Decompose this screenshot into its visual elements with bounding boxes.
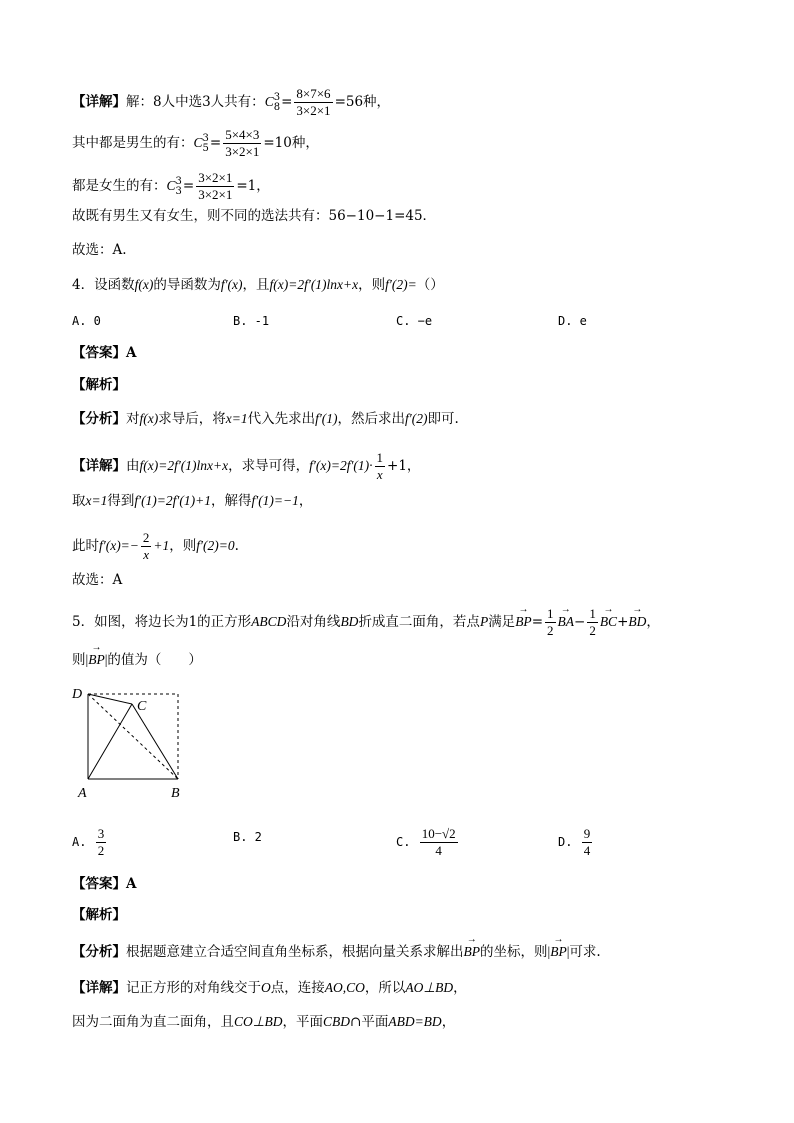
- q5-option-d: D. $\frac{9}{4}$: [558, 826, 591, 858]
- edge-cb: [132, 704, 178, 779]
- detail-line-5: 故选：A.: [72, 242, 127, 258]
- text: 解：8人中选3人共有：: [126, 94, 265, 110]
- fraction: $\frac{3\times 2\times 1}{3\times 2\times 1}$: [198, 170, 233, 202]
- q5-stem-2: 则|→ BP|的值为（ ）: [72, 650, 202, 670]
- q4-analysis: 【分析】对f(x)求导后，将x=1代入先求出f′(1)，然后求出f′(2)即可.: [72, 411, 459, 427]
- q5-answer: 【答案】A: [72, 876, 137, 892]
- dash-db: [88, 694, 178, 779]
- detail-line-2: 其中都是男生的有：C3 5= $\frac{5\times 4\times 3}{3\times 2\times 1}$ =10种，: [72, 127, 319, 159]
- q5-option-b: B. 2: [233, 830, 262, 844]
- fraction: $\frac{8\times 7\times 6}{3\times 2\times 1}$: [296, 86, 331, 118]
- detail-line-3: 都是女生的有：C3 3= $\frac{3\times 2\times 1}{3\times 2\times 1}$ =1，: [72, 170, 270, 202]
- q4-detail-3: 此时f′(x)=− $\frac{2}{x}$ +1，则f′(2)=0.: [72, 530, 239, 562]
- q5-option-c: C. $\frac{10-√2}{4}$: [396, 826, 456, 858]
- q5-jiexi: 【解析】: [72, 907, 126, 923]
- q5-figure: [70, 682, 200, 802]
- q5-detail-1: 【详解】记正方形的对角线交于O点，连接AO,CO，所以AO⊥BD，: [72, 980, 467, 996]
- q5-option-a: A. $\frac{3}{2}$: [72, 826, 105, 858]
- label-d: D: [72, 687, 83, 702]
- label-c: C: [137, 699, 147, 714]
- label-a: A: [78, 786, 87, 801]
- detail-line-4: 故既有男生又有女生，则不同的选法共有：56−10−1=45．: [72, 208, 437, 224]
- q4-option-d: D. e: [558, 314, 587, 328]
- q5-detail-2: 因为二面角为直二面角，且CO⊥BD，平面CBD∩平面ABD=BD，: [72, 1014, 456, 1030]
- q4-detail-1: 【详解】由f(x)=2f′(1)lnx+x，求导可得，f′(x)=2f′(1)· $\frac{1}{x}$ +1，: [72, 450, 421, 482]
- q4-detail-2: 取x=1得到f′(1)=2f′(1)+1，解得f′(1)=−1，: [72, 493, 313, 509]
- label-b: B: [171, 786, 180, 801]
- edge-dc: [88, 694, 132, 704]
- detail-tag: 【详解】: [72, 94, 126, 110]
- q4-stem: 4．设函数f(x)的导函数为f′(x)，且f(x)=2f′(1)lnx+x，则f′(2)=（）: [72, 277, 444, 293]
- q4-answer: 【答案】A: [72, 345, 137, 361]
- q4-option-c: C. −e: [396, 314, 433, 328]
- fraction: $\frac{5\times 4\times 3}{3\times 2\times 1}$: [225, 127, 260, 159]
- detail-line-1: 【详解】解：8人中选3人共有：C3 8= $\frac{8\times 7\times 6}{3\times 2\times 1}$ =56种，: [72, 86, 391, 118]
- q5-analysis: 【分析】根据题意建立合适空间直角坐标系，根据向量关系求解出→ BP的坐标，则|→ BP|可求.: [72, 942, 601, 962]
- q4-jiexi: 【解析】: [72, 377, 126, 393]
- q4-option-a: A. 0: [72, 314, 101, 328]
- q4-end: 故选：A: [72, 572, 123, 588]
- q4-option-b: B. -1: [233, 314, 270, 328]
- q5-stem: 5．如图，将边长为1的正方形ABCD沿对角线BD折成直二面角，若点P满足→ BP= $\frac{1}{2}$ → BA− $\frac{1}{2}$ → BC+→ BD，: [72, 606, 660, 639]
